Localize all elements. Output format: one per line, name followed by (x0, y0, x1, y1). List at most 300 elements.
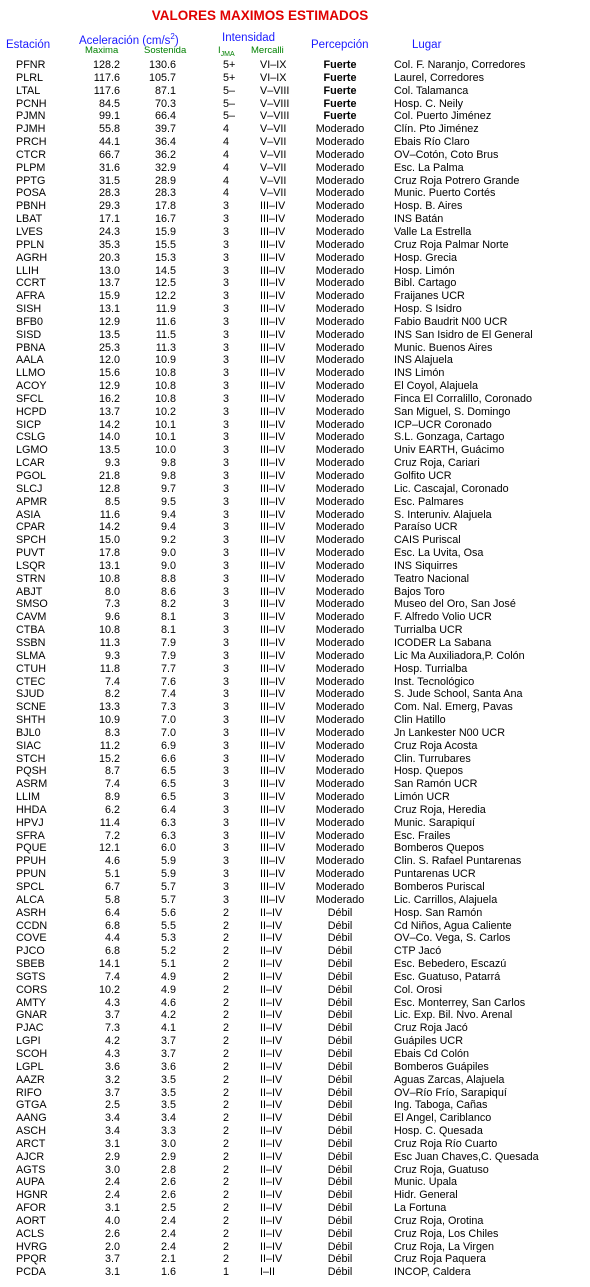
ijma-intensity: 2 (223, 919, 230, 932)
location: Lic. Carrillos, Alajuela (394, 893, 498, 906)
table-row (0, 804, 590, 817)
perception: Débil (327, 996, 353, 1009)
location: Esc. Monterrey, San Carlos (394, 996, 526, 1009)
sustained-accel: 17.8 (154, 200, 176, 213)
ijma-intensity: 4 (223, 123, 230, 136)
table-row (0, 573, 590, 586)
location: Teatro Nacional (394, 572, 470, 585)
ijma-intensity: 3 (223, 598, 230, 611)
mercalli-intensity: III–IV (260, 803, 286, 816)
ijma-intensity: 3 (223, 701, 230, 714)
station-code: PPQR (16, 1253, 47, 1266)
table-row (0, 213, 590, 226)
station-code: SPCH (16, 534, 46, 547)
ijma-intensity: 2 (223, 1060, 230, 1073)
ijma-intensity: 3 (223, 791, 230, 804)
perception: Moderado (315, 778, 365, 791)
mercalli-intensity: III–IV (260, 418, 286, 431)
station-code: GNAR (16, 1009, 48, 1022)
ijma-intensity: 3 (223, 547, 230, 560)
max-accel: 7.4 (104, 970, 120, 983)
station-code: CAVM (16, 611, 47, 624)
table-row (0, 354, 590, 367)
location: Puntarenas UCR (394, 868, 476, 881)
perception: Débil (327, 1073, 353, 1086)
station-code: LLMO (16, 367, 46, 380)
sustained-accel: 28.9 (154, 174, 176, 187)
mercalli-intensity: III–IV (260, 341, 286, 354)
mercalli-intensity: III–IV (260, 213, 286, 226)
table-row (0, 945, 590, 958)
ijma-intensity: 3 (223, 457, 230, 470)
sustained-accel: 5.7 (160, 881, 176, 893)
location: Esc Juan Chaves,C. Quesada (394, 1150, 539, 1163)
sustained-accel: 2.6 (160, 1189, 176, 1202)
station-code: PBNA (16, 341, 46, 354)
max-accel: 7.2 (104, 829, 120, 842)
table-row (0, 496, 590, 509)
ijma-intensity: 3 (223, 726, 230, 739)
station-code: SHTH (16, 714, 46, 727)
ijma-intensity: 5– (223, 84, 236, 97)
location: Lic. Cascajal, Coronado (394, 482, 509, 495)
table-row (0, 765, 590, 778)
station-code: PJCO (16, 945, 45, 958)
location: ICP–UCR Coronado (394, 418, 492, 431)
table-row (0, 547, 590, 560)
table-row (0, 817, 590, 830)
mercalli-intensity: V–VII (260, 161, 287, 174)
ijma-intensity: 3 (223, 803, 230, 816)
location: Cruz Roja Acosta (394, 739, 478, 752)
sustained-accel: 7.0 (160, 714, 176, 727)
mercalli-intensity: III–IV (260, 495, 286, 508)
ijma-intensity: 4 (223, 174, 230, 187)
mercalli-intensity: III–IV (260, 649, 286, 662)
max-accel: 3.4 (104, 1112, 120, 1125)
ijma-intensity: 3 (223, 752, 230, 765)
table-row (0, 650, 590, 663)
mercalli-intensity: III–IV (260, 444, 286, 457)
location: Cruz Roja, Los Chiles (394, 1227, 499, 1240)
perception: Moderado (315, 264, 365, 277)
ijma-intensity: 1 (223, 1266, 230, 1279)
max-accel: 13.1 (98, 559, 120, 572)
table-row (0, 778, 590, 791)
sustained-accel: 16.7 (154, 213, 176, 226)
sustained-accel: 5.2 (160, 945, 176, 958)
sustained-accel: 6.5 (160, 791, 176, 804)
ijma-intensity: 3 (223, 611, 230, 624)
station-code: PLPM (16, 161, 46, 174)
table-row (0, 611, 590, 624)
table-row (0, 1087, 590, 1100)
location: OV–Cotón, Coto Brus (394, 148, 499, 161)
perception: Moderado (315, 521, 365, 534)
ijma-intensity: 2 (223, 983, 230, 996)
station-code: PGOL (16, 470, 47, 482)
location: Clín. Pto Jiménez (394, 123, 479, 136)
ijma-intensity: 3 (223, 688, 230, 701)
mercalli-intensity: II–IV (260, 970, 283, 983)
ijma-intensity: 3 (223, 585, 230, 598)
station-code: PLRL (16, 71, 44, 84)
location: Guápiles UCR (394, 1035, 464, 1048)
mercalli-intensity: II–IV (260, 945, 283, 958)
mercalli-intensity: III–IV (260, 251, 286, 264)
station-code: LGMO (16, 444, 48, 457)
location: OV–Co. Vega, S. Carlos (394, 932, 511, 945)
mercalli-intensity: III–IV (260, 315, 286, 328)
station-code: BFB0 (16, 315, 44, 328)
station-code: SISH (16, 303, 42, 316)
max-accel: 3.6 (104, 1060, 120, 1073)
perception: Moderado (315, 649, 365, 662)
header-ijma-sub: JMA (220, 50, 235, 58)
table-row (0, 393, 590, 406)
table-row (0, 676, 590, 689)
mercalli-intensity: II–IV (260, 1009, 283, 1022)
table-row (0, 688, 590, 701)
sustained-accel: 15.5 (154, 238, 176, 251)
perception: Moderado (315, 392, 365, 405)
station-code: LBAT (16, 213, 43, 226)
sustained-accel: 4.9 (160, 983, 176, 996)
mercalli-intensity: III–IV (260, 405, 286, 418)
station-code: AUPA (16, 1176, 45, 1189)
perception: Débil (327, 1047, 353, 1060)
ijma-intensity: 3 (223, 303, 230, 316)
station-code: STRN (16, 572, 46, 585)
mercalli-intensity: II–IV (260, 1227, 283, 1240)
table-row (0, 1266, 590, 1279)
perception: Débil (327, 945, 353, 958)
mercalli-intensity: III–IV (260, 264, 286, 277)
location: Hosp. Grecia (394, 251, 458, 264)
station-code: LTAL (16, 84, 41, 97)
perception: Moderado (315, 855, 365, 868)
mercalli-intensity: III–IV (260, 431, 286, 444)
ijma-intensity: 3 (223, 431, 230, 444)
ijma-intensity: 3 (223, 662, 230, 675)
max-accel: 14.2 (98, 418, 120, 431)
max-accel: 3.4 (104, 1125, 120, 1138)
table-row (0, 842, 590, 855)
max-accel: 14.0 (98, 431, 120, 444)
sustained-accel: 9.8 (160, 457, 176, 470)
location: Golfito UCR (394, 470, 452, 482)
perception: Fuerte (323, 59, 357, 71)
sustained-accel: 2.5 (160, 1202, 176, 1215)
max-accel: 20.3 (98, 251, 120, 264)
sustained-accel: 7.3 (160, 701, 176, 714)
perception: Débil (327, 1150, 353, 1163)
station-table (0, 59, 590, 1279)
max-accel: 9.3 (104, 649, 120, 662)
table-row (0, 509, 590, 522)
mercalli-intensity: V–VIII (260, 110, 290, 123)
ijma-intensity: 3 (223, 238, 230, 251)
sustained-accel: 5.9 (160, 855, 176, 868)
max-accel: 17.1 (98, 213, 120, 226)
location: Hosp. C. Quesada (394, 1125, 483, 1138)
mercalli-intensity: III–IV (260, 534, 286, 547)
location: Clin Hatillo (394, 714, 446, 727)
sustained-accel: 2.4 (160, 1214, 176, 1227)
ijma-intensity: 3 (223, 649, 230, 662)
mercalli-intensity: V–VIII (260, 97, 290, 110)
ijma-intensity: 3 (223, 251, 230, 264)
location: Laurel, Corredores (394, 71, 485, 84)
mercalli-intensity: II–IV (260, 1150, 283, 1163)
perception: Moderado (315, 829, 365, 842)
sustained-accel: 6.3 (160, 816, 176, 829)
station-code: LGPL (16, 1060, 44, 1073)
table-row (0, 1215, 590, 1228)
max-accel: 3.2 (104, 1073, 120, 1086)
location: Turrialba UCR (394, 624, 463, 637)
station-code: SBEB (16, 958, 45, 971)
table-row (0, 1202, 590, 1215)
ijma-intensity: 2 (223, 932, 230, 945)
max-accel: 13.7 (98, 277, 120, 290)
station-code: LCAR (16, 457, 45, 470)
max-accel: 2.5 (104, 1099, 120, 1112)
max-accel: 12.9 (98, 315, 120, 328)
max-accel: 5.8 (104, 893, 120, 906)
perception: Moderado (315, 328, 365, 341)
table-row (0, 534, 590, 547)
max-accel: 31.6 (98, 161, 120, 174)
max-accel: 8.5 (104, 495, 120, 508)
mercalli-intensity: II–IV (260, 1047, 283, 1060)
mercalli-intensity: III–IV (260, 688, 286, 701)
sustained-accel: 3.7 (160, 1047, 176, 1060)
table-row (0, 136, 590, 149)
mercalli-intensity: III–IV (260, 290, 286, 303)
ijma-intensity: 2 (223, 1163, 230, 1176)
table-row (0, 1112, 590, 1125)
max-accel: 6.2 (104, 803, 120, 816)
mercalli-intensity: III–IV (260, 392, 286, 405)
sustained-accel: 5.3 (160, 932, 176, 945)
station-code: SLCJ (16, 482, 43, 495)
location: S.L. Gonzaga, Cartago (394, 431, 505, 444)
header-mercalli: Mercalli (251, 45, 284, 56)
max-accel: 6.7 (104, 881, 120, 893)
max-accel: 14.1 (98, 958, 120, 971)
mercalli-intensity: III–IV (260, 675, 286, 688)
sustained-accel: 10.8 (154, 380, 176, 393)
table-row (0, 457, 590, 470)
table-row (0, 470, 590, 483)
perception: Débil (327, 919, 353, 932)
perception: Débil (327, 970, 353, 983)
perception: Débil (327, 932, 353, 945)
table-row (0, 265, 590, 278)
ijma-intensity: 3 (223, 855, 230, 868)
table-row (0, 277, 590, 290)
sustained-accel: 9.8 (160, 470, 176, 482)
table-row (0, 1009, 590, 1022)
perception: Moderado (315, 675, 365, 688)
station-code: PPUH (16, 855, 46, 868)
perception: Débil (327, 1112, 353, 1125)
station-code: ACLS (16, 1227, 45, 1240)
mercalli-intensity: III–IV (260, 868, 286, 881)
location: Hosp. Turrialba (394, 662, 468, 675)
max-accel: 2.6 (104, 1227, 120, 1240)
station-code: AFRA (16, 290, 45, 303)
table-row (0, 98, 590, 111)
perception: Moderado (315, 200, 365, 213)
location: Col. Orosi (394, 983, 442, 996)
max-accel: 8.9 (104, 791, 120, 804)
location: Bajos Toro (394, 585, 445, 598)
ijma-intensity: 3 (223, 200, 230, 213)
perception: Débil (327, 1009, 353, 1022)
ijma-intensity: 2 (223, 1202, 230, 1215)
table-row (0, 1241, 590, 1254)
perception: Moderado (315, 893, 365, 906)
ijma-intensity: 2 (223, 970, 230, 983)
location: Bibl. Cartago (394, 277, 457, 290)
ijma-intensity: 3 (223, 893, 230, 906)
ijma-intensity: 3 (223, 482, 230, 495)
table-row (0, 1189, 590, 1202)
station-code: AALA (16, 354, 44, 367)
max-accel: 2.0 (104, 1240, 120, 1253)
location: Aguas Zarcas, Alajuela (394, 1073, 505, 1086)
station-code: AJCR (16, 1150, 45, 1163)
sustained-accel: 4.9 (160, 970, 176, 983)
location: Munic. Buenos Aires (394, 341, 493, 354)
sustained-accel: 6.6 (160, 752, 176, 765)
station-code: SSBN (16, 636, 46, 649)
table-row (0, 1074, 590, 1087)
mercalli-intensity: III–IV (260, 829, 286, 842)
ijma-intensity: 2 (223, 1112, 230, 1125)
mercalli-intensity: III–IV (260, 791, 286, 804)
table-row (0, 72, 590, 85)
ijma-intensity: 2 (223, 958, 230, 971)
table-row (0, 907, 590, 920)
perception: Moderado (315, 174, 365, 187)
sustained-accel: 6.9 (160, 739, 176, 752)
location: Hidr. General (394, 1189, 458, 1202)
location: Ebais Cd Colón (394, 1047, 470, 1060)
mercalli-intensity: III–IV (260, 367, 286, 380)
mercalli-intensity: II–IV (260, 1073, 283, 1086)
location: El Coyol, Alajuela (394, 380, 479, 393)
perception: Débil (327, 1086, 353, 1099)
sustained-accel: 5.5 (160, 919, 176, 932)
table-row (0, 59, 590, 72)
mercalli-intensity: II–IV (260, 1214, 283, 1227)
sustained-accel: 5.6 (160, 906, 176, 919)
mercalli-intensity: II–IV (260, 1189, 283, 1202)
ijma-intensity: 2 (223, 1047, 230, 1060)
station-code: LLIM (16, 791, 41, 804)
sustained-accel: 8.2 (160, 598, 176, 611)
table-row (0, 1164, 590, 1177)
station-code: SPCL (16, 881, 45, 893)
max-accel: 8.3 (104, 726, 120, 739)
sustained-accel: 5.7 (160, 893, 176, 906)
perception: Débil (327, 1035, 353, 1048)
mercalli-intensity: V–VII (260, 148, 287, 161)
header-sostenida: Sostenida (144, 45, 187, 56)
station-code: SCNE (16, 701, 46, 714)
station-code: LSQR (16, 559, 46, 572)
table-row (0, 419, 590, 432)
sustained-accel: 11.3 (155, 341, 176, 354)
station-code: CCDN (16, 919, 48, 932)
max-accel: 16.2 (98, 392, 120, 405)
sustained-accel: 10.9 (154, 354, 176, 367)
table-row (0, 624, 590, 637)
station-code: AAZR (16, 1073, 45, 1086)
max-accel: 3.0 (104, 1163, 120, 1176)
station-code: PQSH (16, 765, 47, 778)
table-row (0, 997, 590, 1010)
sustained-accel: 87.1 (154, 84, 176, 97)
max-accel: 4.4 (104, 932, 120, 945)
table-row (0, 753, 590, 766)
ijma-intensity: 3 (223, 328, 230, 341)
mercalli-intensity: V–VII (260, 123, 287, 136)
ijma-intensity: 3 (223, 778, 230, 791)
ijma-intensity: 3 (223, 341, 230, 354)
perception: Moderado (315, 482, 365, 495)
ijma-intensity: 2 (223, 906, 230, 919)
table-row (0, 1048, 590, 1061)
max-accel: 6.8 (104, 945, 120, 958)
max-accel: 7.4 (104, 675, 120, 688)
ijma-intensity: 2 (223, 1009, 230, 1022)
header-intensidad: Intensidad (222, 32, 276, 44)
perception: Moderado (315, 161, 365, 174)
mercalli-intensity: III–IV (260, 855, 286, 868)
perception: Moderado (315, 881, 365, 893)
ijma-intensity: 3 (223, 881, 230, 893)
sustained-accel: 3.7 (160, 1035, 176, 1048)
mercalli-intensity: II–IV (260, 1086, 283, 1099)
station-code: PPUN (16, 868, 46, 881)
max-accel: 15.0 (98, 534, 120, 547)
perception: Moderado (315, 225, 365, 238)
station-code: SFRA (16, 829, 45, 842)
perception: Moderado (315, 559, 365, 572)
max-accel: 3.7 (104, 1086, 120, 1099)
sustained-accel: 5.9 (160, 868, 176, 881)
location: Cruz Roja Río Cuarto (394, 1137, 498, 1150)
sustained-accel: 11.6 (155, 315, 176, 328)
station-code: LGPI (16, 1035, 41, 1048)
perception: Débil (327, 1266, 353, 1279)
location: INS Batán (394, 213, 444, 226)
mercalli-intensity: III–IV (260, 470, 286, 482)
table-row (0, 1125, 590, 1138)
ijma-intensity: 2 (223, 945, 230, 958)
sustained-accel: 11.5 (155, 328, 176, 341)
location: INCOP, Caldera (394, 1266, 471, 1279)
location: Clin. S. Rafael Puntarenas (394, 855, 522, 868)
location: Cruz Roja, Cariari (394, 457, 480, 470)
table-row (0, 85, 590, 98)
station-code: PRCH (16, 136, 47, 149)
ijma-intensity: 4 (223, 161, 230, 174)
